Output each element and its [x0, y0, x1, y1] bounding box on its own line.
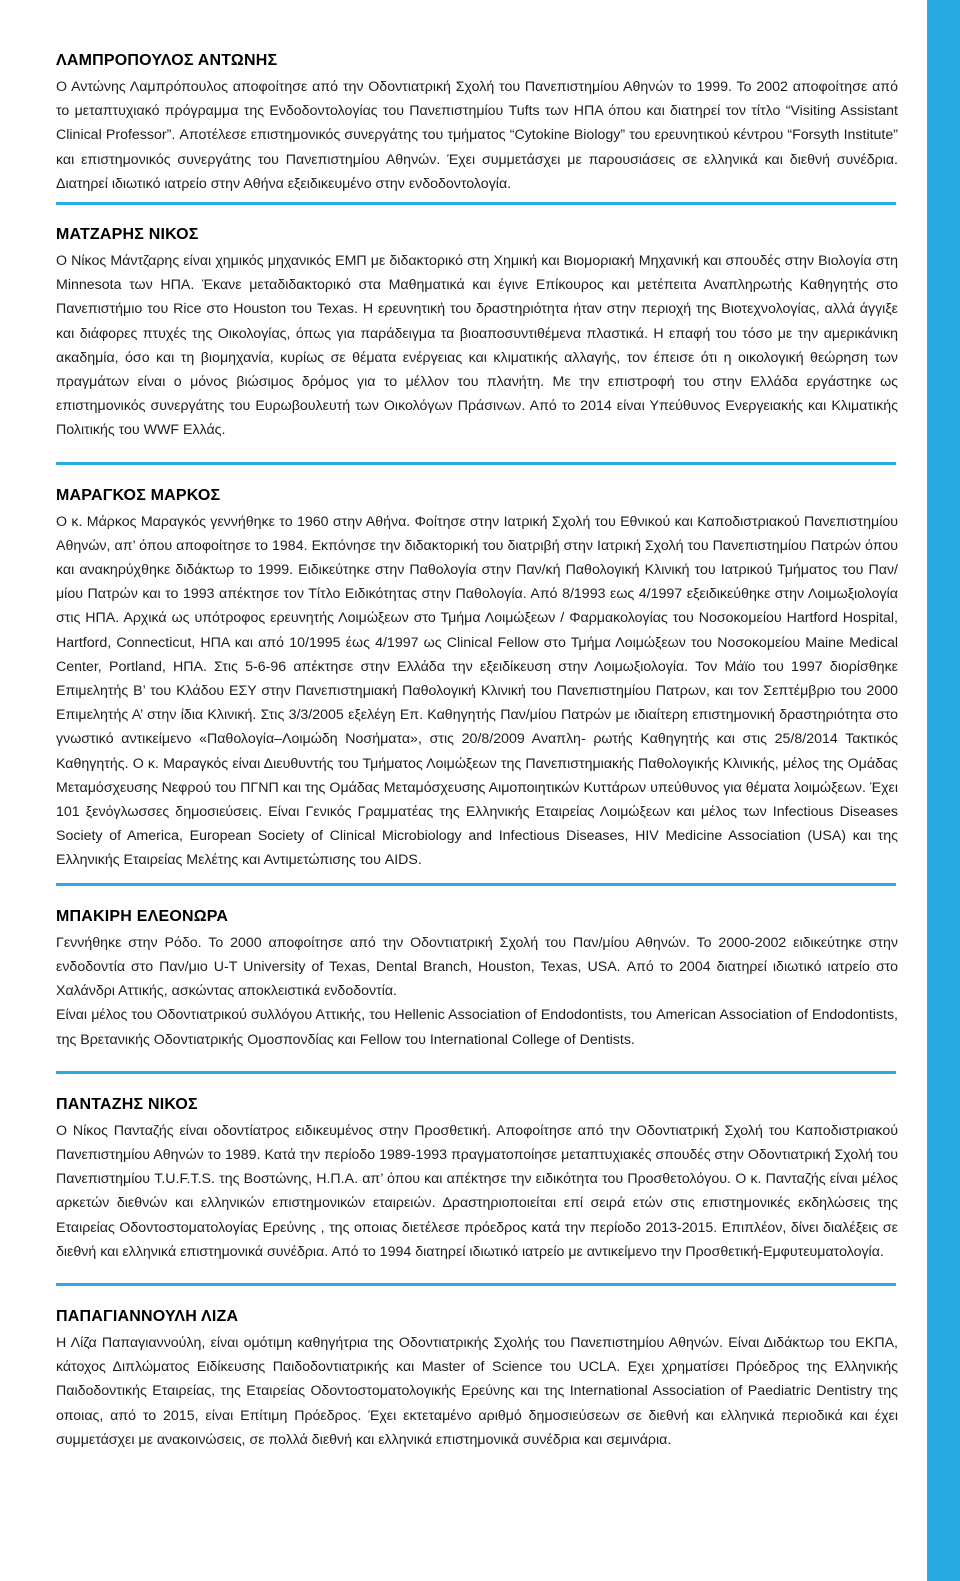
- bio-paragraph: Ο Αντώνης Λαμπρόπουλος αποφοίτησε από την Οδοντιατρική Σχολή του Πανεπιστημίου Αθηνών το 1999. Το 2002 αποφοίτησε από το μεταπτυχιακό πρόγραμμα της Ενδοδοντολογίας του Πανεπιστημίου Tufts των ΗΠΑ όπου και διατηρεί τον τίτλο “Visiting Assistant Clinical Professor”. Αποτέλεσε επιστημονικός συνεργάτης του τμήματος “Cytokine Biology” του ερευνητικού κέντρου “Forsyth Institute” και επιστημονικός συνεργάτης του Πανεπιστημίου Αθηνών. Έχει συμμετάσχει με παρουσιάσεις σε ελληνικά και διεθνή συνέδρια. Διατηρεί ιδιωτικό ιατρείο στην Αθήνα εξειδικευμένο στην ενδοδοντολογία.: [56, 79, 898, 192]
- biographies: [56, 50, 898, 1452]
- bio-name: ΜΑΤΖΑΡΗΣ ΝΙΚΟΣ: [56, 226, 199, 244]
- section-divider: [56, 883, 896, 886]
- section-divider: [56, 462, 896, 465]
- bio-lampropoulos: [56, 50, 898, 196]
- bio-papagiannouli: [56, 1306, 898, 1452]
- bio-paragraph: Ο Νίκος Πανταζής είναι οδοντίατρος ειδικευμένος στην Προσθετική. Αποφοίτησε από την Οδοντιατρική Σχολή του Καποδιστριακού Πανεπιστημίου Αθηνών το 1989. Κατά την περίοδο 1989-1993 πραγματοποίησε μεταπτυχιακές σπουδές στην Οδοντιατρική Σχολή του Πανεπιστημίου T.U.F.T.S. της Βοστώνης, Η.Π.Α. απ’ όπου και απέκτησε την ειδικότητα του Προσθετολόγου. Ο κ. Πανταζής είναι μέλος αρκετών διεθνών και ελληνικών επιστημονικών εταιρειών. Δραστηριοποιείται επί σειρά ετών στις επιστημονικές εκδηλώσεις της Εταιρείας Οδοντοστοματολογίας Ερεύνης , της οποιας διετέλεσε πρόεδρος κατά την περίοδο 2013-2015. Επιπλέον, δίνει διαλέξεις σε διεθνή και ελληνικά επιστημονικά συνέδρια. Από το 1994 διατηρεί ιδιωτικό ιατρείο με αντικείμενο την Προσθετική-Εμφυτευματολογία.: [56, 1122, 898, 1260]
- bio-paragraph: Ο Νίκος Μάντζαρης είναι χημικός μηχανικός ΕΜΠ με διδακτορικό στη Χημική και Βιομοριακή Μηχανική και σπουδές στην Βιολογία στη Minnesota των ΗΠΑ. Έκανε μεταδιδακτορικό στα Μαθηματικά και έγινε Επίκουρος και μετέπειτα Αναπληρωτής Καθηγητής στο Πανεπιστήμιο του Rice στο Houston του Texas. Η ερευνητική του δραστηριότητα ήταν στην περιοχή της Βιοτεχνολογίας, αλλά άγγιξε και διάφορες πτυχές της Οικολογίας, όπως για παράδειγμα τα βιοαποσυντιθέμενα πλαστικά. Η επαφή του τόσο με την αμερικάνικη ακαδημία, όσο και τη βιομηχανία, κυρίως σε θέματα ενέργειας και κλιματικής αλλαγής, τον έπεισε ότι η οικολογική θεώρηση των πραγμάτων είναι ο μόνος βιώσιμος δρόμος για το μέλλον του πλανήτη. Με την επιστροφή του στην Ελλάδα εργάστηκε ως επιστημονικός συνεργάτης του Ευρωβουλευτή των Οικολόγων Πράσινων. Από το 2014 είναι Υπεύθυνος Ενεργειακής και Κλιματικής Πολιτικής του WWF Ελλάς.: [56, 253, 898, 439]
- bio-name: ΜΠΑΚΙΡΗ ΕΛΕΟΝΩΡΑ: [56, 907, 229, 925]
- section-divider: [56, 1283, 896, 1286]
- bio-paragraph: Η Λίζα Παπαγιαννούλη, είναι ομότιμη καθηγήτρια της Οδοντιατρικής Σχολής του Πανεπιστημίου Αθηνών. Είναι Διδάκτωρ του ΕΚΠΑ, κάτοχος Διπλώματος Ειδίκευσης Παιδοδοντιατρικής και Master of Science του UCLA. Εχει χρηματίσει Πρόεδρος της Ελληνικής Παιδοδοντικής Εταιρείας, της Εταιρείας Οδοντοστοματολογικής Ερεύνης και της International Association of Paediatric Dentistry της οποιας, από το 2015, είναι Επίτιμη Πρόεδρος. Έχει εκτεταμένο αριθμό δημοσιεύσεων σε διεθνή και ελληνικά περιοδικά και έχει συμμετάσχει με ανακοινώσεις, σε πολλά διεθνή και ελληνικά επιστημονικά συνέδρια και σεμινάρια.: [56, 1334, 898, 1448]
- bio-paragraph: Είναι μέλος του Οδοντιατρικού συλλόγου Αττικής, του Hellenic Association of Endodontists, του American Association of Endodontists, της Βρετανικής Οδοντιατρικής Ομοσπονδίας και Fellow του International College of Dentists.: [56, 1007, 898, 1048]
- bio-name: ΛΑΜΠΡΟΠΟΥΛΟΣ ΑΝΤΩΝΗΣ: [56, 52, 278, 69]
- bio-bakiri: [56, 906, 898, 1052]
- bio-paragraph: Ο κ. Μάρκος Μαραγκός γεννήθηκε το 1960 στην Αθήνα. Φοίτησε στην Ιατρική Σχολή του Εθνικού και Καποδιστριακού Πανεπιστημίου Αθηνών, απ’ όπου αποφοίτησε το 1984. Εκπόνησε την διδακτορική του διατριβή στην Ιατρική Σχολή του Πανεπιστημίου Πατρών όπου και ανακηρύχθηκε διδάκτωρ το 1999. Ειδικεύτηκε στην Παθολογία στην Παν/κή Παθολογική Κλινική του Ιατρικού Τμήματος του Παν/μίου Πατρών και το 1993 απέκτησε τον Τίτλο Ειδικότητας στην Παθολογία. Από 8/1993 εως 4/1997 εξειδικεύθηκε στην Λοιμωξιολογία στις ΗΠΑ. Αρχικά ως υπότροφος ερευνητής Λοιμώξεων στο Τμήμα Λοιμώξεων / Φαρμακολογίας του Νοσοκομείου Hartford Hospital, Hartford, Connecticut, ΗΠΑ και από 10/1995 έως 4/1997 ως Clinical Fellow στο Τμήμα Λοιμώξεων του Νοσοκομείου Maine Medical Center, Portland, ΗΠΑ. Στις 5-6-96 απέκτησε στην Ελλάδα την εξειδίκευση στην Λοιμωξιολογία. Τον Μάϊο του 1997 διορίσθηκε Επιμελητής Β’ του Κλάδου ΕΣΥ στην Πανεπιστημιακή Παθολογική Κλινική του Πανεπιστημίου Πατρων, και τον Σεπτέμβριο του 2000 Επιμελητής Α’ στην ίδια Κλινική. Στις 3/3/2005 εξελέγη Επ. Καθηγητής Παν/μίου Πατρών με ιδιαίτερη επιστημονική δραστηριότητα στο γνωστικό αντικείμενο «Παθολογία–Λοιμώδη Νοσήματα», στις 20/8/2009 Αναπλη- ρωτής Καθηγητής και στις 25/8/2014 Τακτικός Καθηγητής. Ο κ. Μαραγκός είναι Διευθυντής του Τμήματος Λοιμώξεων της Πανεπιστημιακής Παθολογικής Κλινικής, μέλος της Ομάδας Μεταμόσχευσης Νεφρού του ΠΓΝΠ και της Ομάδας Μεταμόσχευσης Αιμοποιητικών Κυττάρων υπεύθυνος για θέματα λοιμώξεων. Έχει 101 ξενόγλωσσες δημοσιεύσεις. Είναι Γενικός Γραμματέας της Ελληνικής Εταιρείας Λοιμώξεων και μέλος των Infectious Diseases Society of America, European Society of Clinical Microbiology and Infectious Diseases, HIV Medicine Association (USA) και της Ελληνικής Εταιρείας Μελέτης και Αντιμετώπισης του AIDS.: [56, 513, 898, 869]
- section-divider: [56, 202, 896, 205]
- bio-name: ΜΑΡΑΓΚΟΣ ΜΑΡΚΟΣ: [56, 486, 221, 504]
- bio-pantazis: [56, 1094, 898, 1264]
- accent-side-bar: [927, 0, 960, 1581]
- bio-paragraph: Γεννήθηκε στην Ρόδο. Το 2000 αποφοίτησε από την Οδοντιατρική Σχολή του Παν/μίου Αθηνών. Το 2000-2002 ειδικεύτηκε στην ενδοδοντία στο Παν/μιο U-T University of Texas, Dental Branch, Houston, Texas, USA. Από το 2004 διατηρεί ιδιωτικό ιατρείο στο Χαλάνδρι Αττικής, ασκώντας αποκλειστικά ενδοδοντία.: [56, 934, 898, 1000]
- section-divider: [56, 1071, 896, 1074]
- bio-name: ΠΑΠΑΓΙΑΝΝΟΥΛΗ ΛΙΖΑ: [56, 1307, 239, 1325]
- bio-matzaris: [56, 224, 898, 443]
- bio-name: ΠΑΝΤΑΖΗΣ ΝΙΚΟΣ: [56, 1095, 198, 1113]
- bio-maragkos: [56, 485, 898, 873]
